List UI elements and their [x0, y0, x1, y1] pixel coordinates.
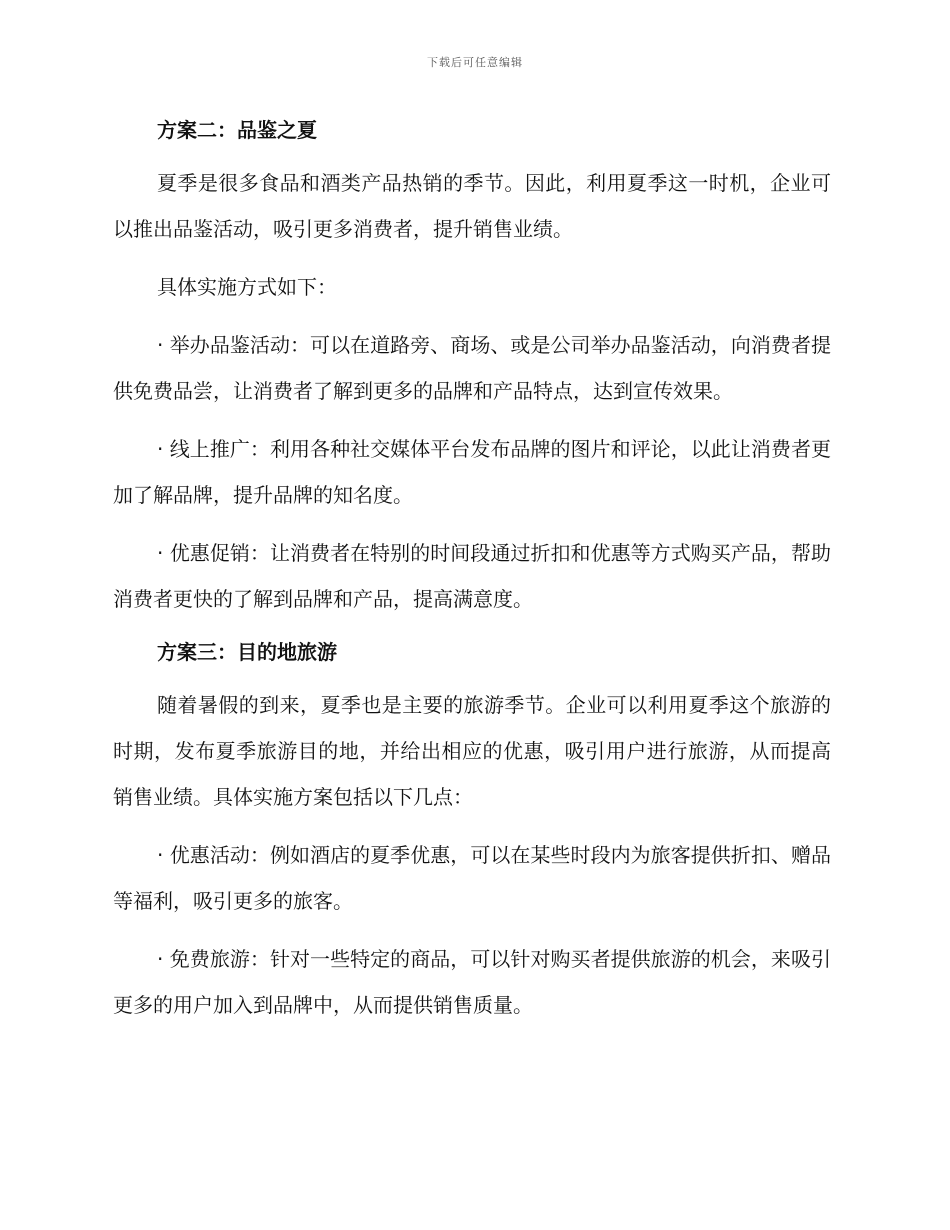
plan2-intro: 夏季是很多食品和酒类产品热销的季节。因此，利用夏季这一时机，企业可以推出品鉴活动，吸引更多消费者，提升销售业绩。	[113, 171, 831, 241]
document-body	[113, 112, 831, 1040]
plan3-intro: 随着暑假的到来，夏季也是主要的旅游季节。企业可以利用夏季这个旅游的时期，发布夏季旅游目的地，并给出相应的优惠，吸引用户进行旅游，从而提高销售业绩。具体实施方案包括以下几点：	[113, 693, 831, 809]
plan2-item-online: · 线上推广：利用各种社交媒体平台发布品牌的图片和评论，以此让消费者更加了解品牌，提升品牌的知名度。	[113, 437, 831, 507]
plan3-item-free-travel: · 免费旅游：针对一些特定的商品，可以针对购买者提供旅游的机会，来吸引更多的用户加入到品牌中，从而提供销售质量。	[113, 947, 831, 1017]
plan2-title: 方案二：品鉴之夏	[157, 118, 317, 142]
plan2-item-tasting: · 举办品鉴活动：可以在道路旁、商场、或是公司举办品鉴活动，向消费者提供免费品尝，让消费者了解到更多的品牌和产品特点，达到宣传效果。	[113, 333, 831, 403]
plan3-title: 方案三：目的地旅游	[157, 640, 337, 664]
plan2-item-promotion: · 优惠促销：让消费者在特别的时间段通过折扣和优惠等方式购买产品，帮助消费者更快的了解到品牌和产品，提高满意度。	[113, 541, 831, 611]
plan3-item-discount: · 优惠活动：例如酒店的夏季优惠，可以在某些时段内为旅客提供折扣、赠品等福利，吸引更多的旅客。	[113, 843, 831, 913]
plan2-method-label: 具体实施方式如下：	[157, 275, 337, 299]
header-note: 下载后可任意编辑	[427, 56, 523, 69]
